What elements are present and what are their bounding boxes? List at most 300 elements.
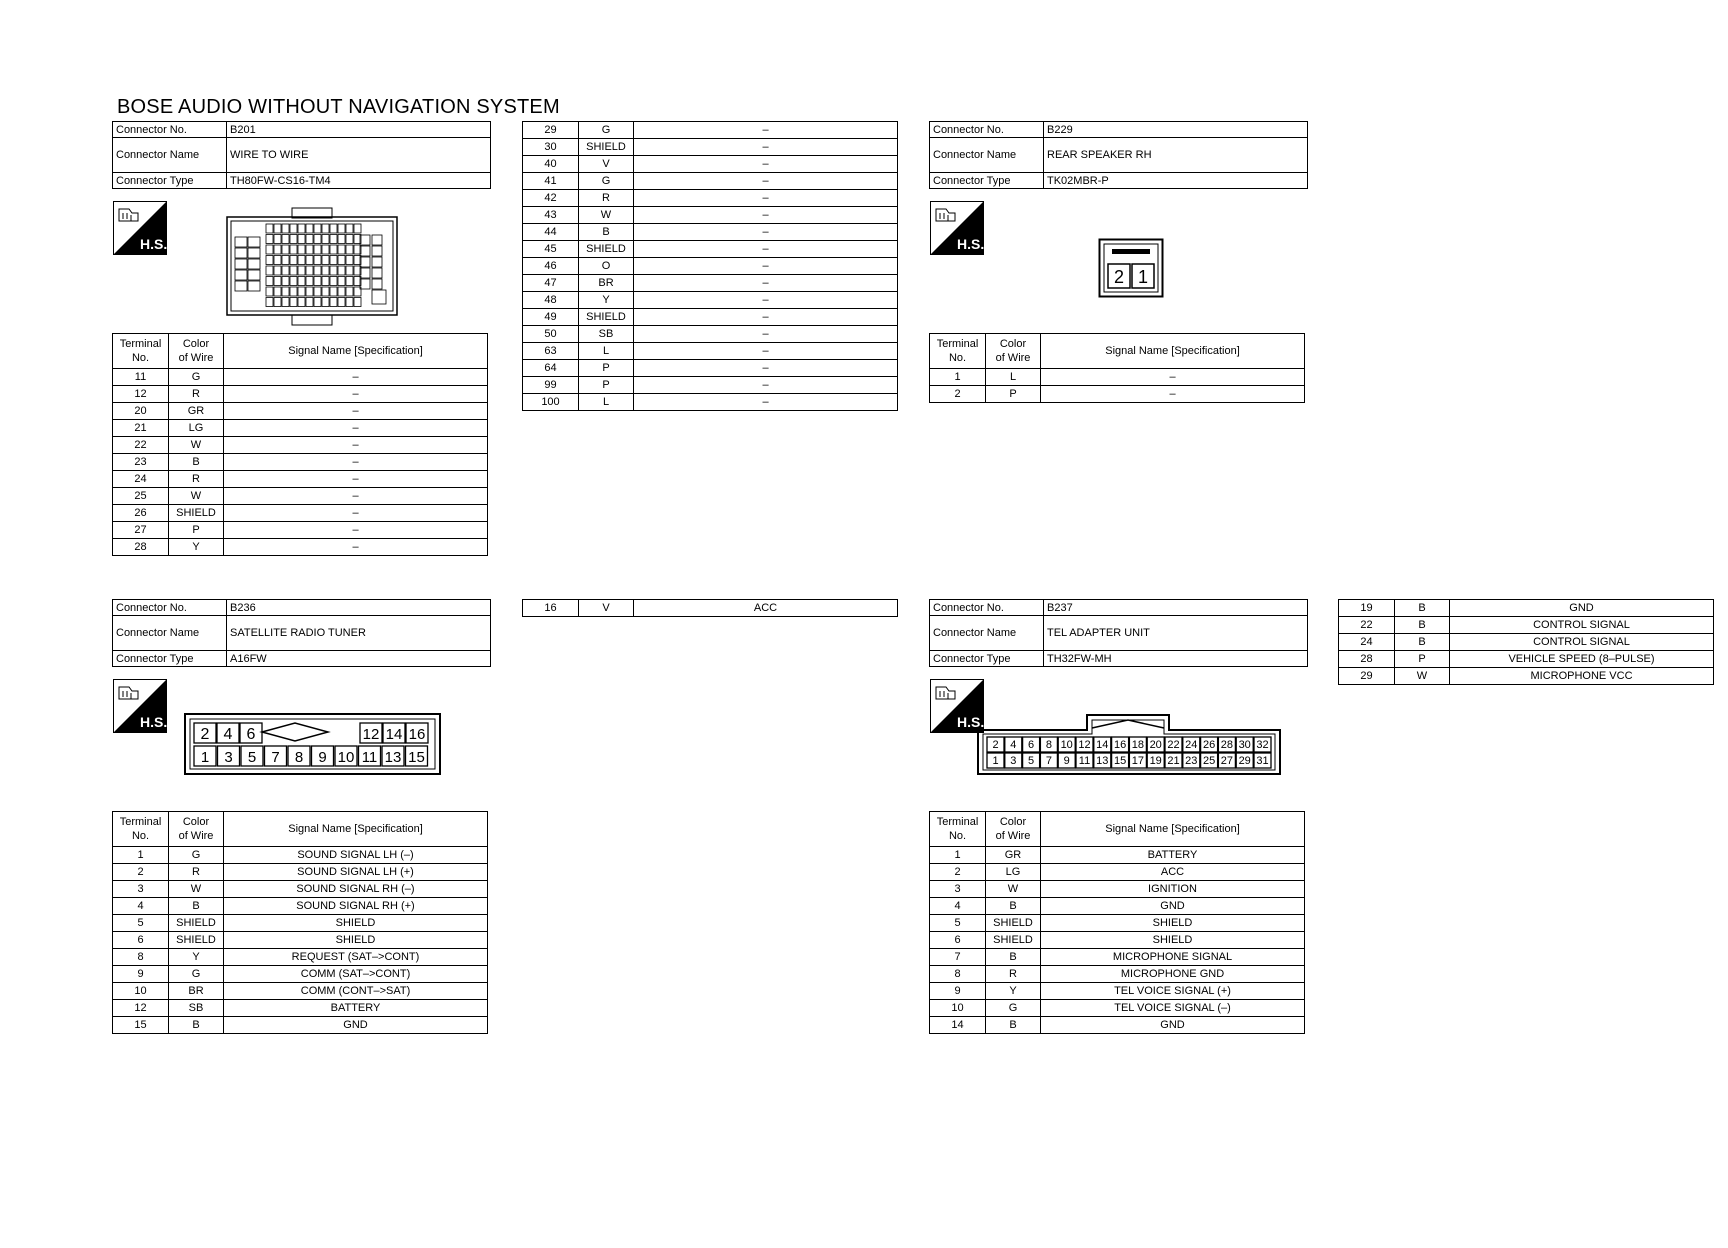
wire-color: B: [169, 898, 224, 915]
terminal-no: 22: [1339, 617, 1395, 634]
terminal-no: 27: [113, 522, 169, 539]
pin-cavity: [372, 246, 382, 256]
wire-color: V: [579, 600, 634, 617]
pin-label: 1: [1137, 267, 1149, 287]
signal-name: IGNITION: [1041, 881, 1305, 898]
terminal-no: 28: [1339, 651, 1395, 668]
pin-cavity: [235, 281, 247, 291]
page-title: BOSE AUDIO WITHOUT NAVIGATION SYSTEM: [117, 96, 560, 118]
pin-label: 17: [1131, 755, 1145, 767]
pin-cavity: [322, 266, 329, 275]
pin-cavity: [248, 270, 260, 280]
pin-label: 13: [384, 749, 402, 766]
pin-label: 6: [1028, 739, 1035, 751]
pin-cavity: [248, 237, 260, 247]
table-row: [523, 309, 898, 326]
terminal-no: 6: [113, 932, 169, 949]
pin-cavity: [330, 287, 337, 296]
table-row: [523, 275, 898, 292]
signal-name: SHIELD: [1041, 932, 1305, 949]
harness-side-icon: [113, 201, 167, 255]
signal-name: VEHICLE SPEED (8–PULSE): [1450, 651, 1714, 668]
pin-label: 16: [1113, 739, 1127, 751]
wire-color: GR: [986, 847, 1041, 864]
pin-label: 32: [1256, 739, 1269, 751]
table-row: [113, 915, 488, 932]
pin-cavity: [314, 298, 321, 307]
color-of-wire-header: Color of Wire: [169, 334, 224, 369]
wire-color: SB: [169, 1000, 224, 1017]
terminal-no: 21: [113, 420, 169, 437]
wire-color: Y: [986, 983, 1041, 1000]
connector-name-label: Connector Name: [930, 138, 1044, 173]
signal-name: –: [224, 420, 488, 437]
signal-name: ACC: [1041, 864, 1305, 881]
hs-label: H.S.: [957, 714, 984, 730]
wire-color: SHIELD: [579, 309, 634, 326]
signal-name: GND: [224, 1017, 488, 1034]
pin-label: 10: [337, 749, 355, 766]
pin-cavity: [330, 277, 337, 286]
signal-name: –: [634, 326, 898, 343]
pin-label: 31: [1256, 755, 1269, 767]
pin-cavity: [266, 298, 273, 307]
pin-cavity: [322, 256, 329, 265]
pin-cavity: [306, 298, 313, 307]
pin-cavity: [248, 259, 260, 269]
wire-color: L: [579, 343, 634, 360]
table-row: [523, 241, 898, 258]
pin-cavity: [282, 224, 289, 233]
terminal-no: 12: [113, 386, 169, 403]
pin-cavity: [338, 235, 345, 244]
table-row: [523, 258, 898, 275]
table-row: [523, 122, 898, 139]
terminal-no: 1: [113, 847, 169, 864]
pin-cavity: [322, 287, 329, 296]
table-row: [930, 847, 1305, 864]
wire-color: B: [169, 454, 224, 471]
hs-label: H.S.: [140, 236, 167, 252]
table-row: [523, 190, 898, 207]
connector-no-label: Connector No.: [930, 122, 1044, 138]
pin-cavity: [306, 245, 313, 254]
wire-color: B: [1395, 600, 1450, 617]
table-row: [113, 522, 488, 539]
wire-color: G: [579, 122, 634, 139]
wire-color: L: [986, 369, 1041, 386]
terminal-no: 9: [113, 966, 169, 983]
pin-label: 29: [1238, 755, 1251, 767]
pin-label: 4: [223, 726, 233, 743]
pin-cavity: [338, 266, 345, 275]
pin-label: 14: [1096, 739, 1109, 751]
wire-color: SHIELD: [579, 241, 634, 258]
pin-cavity: [282, 245, 289, 254]
table-row: [113, 898, 488, 915]
b201-terminal-table: [112, 333, 488, 556]
pin-cavity: [282, 256, 289, 265]
table-row: [113, 1017, 488, 1034]
table-row: [930, 932, 1305, 949]
pin-cavity: [235, 248, 247, 258]
pin-label: 11: [361, 749, 378, 766]
table-row: [930, 864, 1305, 881]
pin-label: 10: [1060, 739, 1073, 751]
pin-cavity: [248, 248, 260, 258]
table-row: [113, 488, 488, 505]
pin-cavity: [306, 224, 313, 233]
pin-cavity: [298, 235, 305, 244]
pin-cavity: [274, 287, 281, 296]
pin-label: 24: [1185, 739, 1198, 751]
terminal-no: 49: [523, 309, 579, 326]
pin-label: 3: [224, 749, 233, 766]
wire-color: W: [579, 207, 634, 224]
harness-side-icon: [930, 679, 984, 733]
pin-cavity: [290, 256, 297, 265]
table-row: [113, 847, 488, 864]
signal-name: BATTERY: [1041, 847, 1305, 864]
pin-label: 13: [1096, 755, 1109, 767]
pin-label: 12: [1078, 739, 1091, 751]
wire-color: G: [169, 369, 224, 386]
pin-cavity: [266, 224, 273, 233]
signal-name: MICROPHONE GND: [1041, 966, 1305, 983]
table-row: [113, 403, 488, 420]
pin-cavity: [314, 245, 321, 254]
signal-name: CONTROL SIGNAL: [1450, 634, 1714, 651]
terminal-no: 3: [113, 881, 169, 898]
b236-terminal-table-cont: [522, 599, 898, 617]
pin-cavity: [274, 245, 281, 254]
table-row: [523, 139, 898, 156]
signal-name: –: [634, 360, 898, 377]
table-row: [113, 881, 488, 898]
signal-name: SOUND SIGNAL RH (–): [224, 881, 488, 898]
table-row: [113, 420, 488, 437]
table-header-row: [930, 334, 1305, 369]
pin-label: 18: [1131, 739, 1145, 751]
table-row: [113, 505, 488, 522]
terminal-no: 100: [523, 394, 579, 411]
signal-name: MICROPHONE SIGNAL: [1041, 949, 1305, 966]
pin-label: 15: [408, 749, 425, 766]
signal-name: –: [224, 522, 488, 539]
wire-color: P: [579, 377, 634, 394]
color-of-wire-header: Color of Wire: [169, 812, 224, 847]
table-row: [113, 1000, 488, 1017]
table-row: [1339, 668, 1714, 685]
color-of-wire-header: Color of Wire: [986, 334, 1041, 369]
pin-label: 26: [1202, 739, 1216, 751]
pin-cavity: [360, 279, 370, 289]
wire-color: SHIELD: [986, 932, 1041, 949]
signal-name: –: [634, 394, 898, 411]
table-row: [523, 156, 898, 173]
terminal-no: 10: [930, 1000, 986, 1017]
pin-label: 9: [318, 749, 327, 766]
terminal-no: 10: [113, 983, 169, 1000]
signal-name: –: [224, 437, 488, 454]
pin-label: 1: [992, 755, 999, 767]
pin-cavity: [314, 266, 321, 275]
b201-connector-face: [226, 207, 398, 326]
wire-color: R: [169, 471, 224, 488]
terminal-no: 23: [113, 454, 169, 471]
signal-name: –: [634, 292, 898, 309]
terminal-no: 43: [523, 207, 579, 224]
terminal-no: 9: [930, 983, 986, 1000]
table-row: [523, 207, 898, 224]
wire-color: B: [579, 224, 634, 241]
pin-label: 23: [1185, 755, 1198, 767]
terminal-no: 64: [523, 360, 579, 377]
pin-cavity: [322, 298, 329, 307]
pin-cavity: [360, 246, 370, 256]
wire-color: SB: [579, 326, 634, 343]
b201-terminal-table-cont: [522, 121, 898, 411]
wire-color: B: [1395, 634, 1450, 651]
pin-cavity: [338, 245, 345, 254]
pin-cavity: [248, 281, 260, 291]
pin-cavity: [330, 235, 337, 244]
signal-name: TEL VOICE SIGNAL (–): [1041, 1000, 1305, 1017]
terminal-no: 50: [523, 326, 579, 343]
signal-name: ACC: [634, 600, 898, 617]
terminal-no: 26: [113, 505, 169, 522]
pin-label: 6: [246, 726, 256, 743]
terminal-no: 24: [113, 471, 169, 488]
terminal-no: 99: [523, 377, 579, 394]
table-row: [930, 369, 1305, 386]
terminal-no-header: Terminal No.: [113, 812, 169, 847]
wire-color: G: [169, 847, 224, 864]
pin-label: 3: [1010, 755, 1017, 767]
pin-label: 2: [992, 739, 999, 751]
terminal-no: 4: [930, 898, 986, 915]
signal-name: –: [1041, 369, 1305, 386]
wire-color: SHIELD: [169, 932, 224, 949]
terminal-no: 20: [113, 403, 169, 420]
connector-type-label: Connector Type: [113, 173, 227, 189]
pin-cavity: [346, 224, 353, 233]
signal-name: MICROPHONE VCC: [1450, 668, 1714, 685]
wire-color: P: [169, 522, 224, 539]
pin-cavity: [298, 266, 305, 275]
pin-cavity: [298, 287, 305, 296]
pin-cavity: [235, 237, 247, 247]
terminal-no: 29: [523, 122, 579, 139]
pin-label: 2: [200, 726, 210, 743]
pin-cavity: [298, 298, 305, 307]
b236-header: [112, 599, 491, 667]
pin-cavity: [354, 224, 361, 233]
signal-name: GND: [1041, 1017, 1305, 1034]
hs-label: H.S.: [140, 714, 167, 730]
wire-color: W: [1395, 668, 1450, 685]
table-row: [523, 360, 898, 377]
terminal-no: 29: [1339, 668, 1395, 685]
wire-color: BR: [579, 275, 634, 292]
pin-cavity: [298, 224, 305, 233]
signal-name: SHIELD: [1041, 915, 1305, 932]
pin-label: 20: [1149, 739, 1162, 751]
pin-cavity: [360, 235, 370, 245]
table-row: [523, 377, 898, 394]
signal-name: CONTROL SIGNAL: [1450, 617, 1714, 634]
pin-cavity: [282, 287, 289, 296]
terminal-no: 28: [113, 539, 169, 556]
signal-name: –: [634, 207, 898, 224]
pin-cavity: [314, 277, 321, 286]
wire-color: W: [169, 437, 224, 454]
b236-no: B236: [227, 600, 491, 616]
table-row: [523, 600, 898, 617]
signal-name-header: Signal Name [Specification]: [224, 334, 488, 369]
b237-terminal-table-cont: [1338, 599, 1714, 685]
table-row: [113, 539, 488, 556]
connector-name-label: Connector Name: [113, 616, 227, 651]
signal-name: SHIELD: [224, 932, 488, 949]
terminal-no: 1: [930, 847, 986, 864]
terminal-no: 46: [523, 258, 579, 275]
table-row: [930, 898, 1305, 915]
wire-color: B: [986, 898, 1041, 915]
signal-name: COMM (CONT–>SAT): [224, 983, 488, 1000]
pin-label: 2: [1113, 267, 1125, 287]
pin-cavity: [314, 224, 321, 233]
wire-color: LG: [986, 864, 1041, 881]
wire-color: GR: [169, 403, 224, 420]
signal-name: –: [634, 241, 898, 258]
signal-name: –: [224, 488, 488, 505]
pin-cavity: [266, 287, 273, 296]
pin-cavity: [314, 235, 321, 244]
table-row: [1339, 634, 1714, 651]
terminal-no: 7: [930, 949, 986, 966]
signal-name: –: [634, 309, 898, 326]
terminal-no: 5: [113, 915, 169, 932]
b237-type: TH32FW-MH: [1044, 651, 1308, 667]
pin-label: 14: [385, 726, 403, 743]
pin-cavity: [282, 266, 289, 275]
connector-type-label: Connector Type: [113, 651, 227, 667]
pin-label: 15: [1113, 755, 1127, 767]
terminal-no: 11: [113, 369, 169, 386]
b229-header: [929, 121, 1308, 189]
b236-connector-face: [184, 713, 441, 775]
terminal-no: 2: [930, 386, 986, 403]
wire-color: R: [579, 190, 634, 207]
pin-cavity: [322, 235, 329, 244]
wire-color: P: [986, 386, 1041, 403]
b229-connector-face: [1098, 238, 1164, 298]
pin-cavity: [298, 245, 305, 254]
wire-color: W: [986, 881, 1041, 898]
pin-label: 19: [1149, 755, 1162, 767]
pin-cavity: [290, 245, 297, 254]
pin-cavity: [266, 256, 273, 265]
signal-name-header: Signal Name [Specification]: [1041, 812, 1305, 847]
signal-name: –: [224, 471, 488, 488]
table-row: [930, 949, 1305, 966]
table-row: [113, 983, 488, 1000]
b229-no: B229: [1044, 122, 1308, 138]
table-row: [1339, 600, 1714, 617]
harness-side-icon: [930, 201, 984, 255]
pin-cavity: [290, 287, 297, 296]
table-row: [113, 454, 488, 471]
pin-cavity: [338, 287, 345, 296]
signal-name: –: [634, 258, 898, 275]
terminal-no: 4: [113, 898, 169, 915]
pin-cavity: [282, 235, 289, 244]
pin-cavity: [346, 277, 353, 286]
pin-label: 22: [1167, 739, 1180, 751]
pin-cavity: [346, 245, 353, 254]
pin-cavity: [306, 277, 313, 286]
pin-cavity: [346, 235, 353, 244]
terminal-no: 15: [113, 1017, 169, 1034]
signal-name: –: [634, 190, 898, 207]
wire-color: G: [579, 173, 634, 190]
signal-name: –: [634, 275, 898, 292]
terminal-no: 25: [113, 488, 169, 505]
pin-cavity: [372, 279, 382, 289]
wire-color: P: [579, 360, 634, 377]
table-row: [930, 915, 1305, 932]
pin-label: 1: [200, 749, 210, 766]
b236-terminal-table: [112, 811, 488, 1034]
table-row: [523, 343, 898, 360]
terminal-no: 5: [930, 915, 986, 932]
pin-cavity: [360, 257, 370, 267]
signal-name: –: [224, 505, 488, 522]
pin-cavity: [338, 224, 345, 233]
pin-label: 7: [271, 749, 280, 766]
table-row: [523, 224, 898, 241]
pin-label: 12: [362, 726, 380, 743]
terminal-no-header: Terminal No.: [930, 334, 986, 369]
table-row: [523, 326, 898, 343]
pin-cavity: [372, 257, 382, 267]
signal-name: –: [224, 403, 488, 420]
wire-color: P: [1395, 651, 1450, 668]
pin-label: 16: [408, 726, 426, 743]
wire-color: V: [579, 156, 634, 173]
pin-cavity: [346, 266, 353, 275]
pin-cavity: [330, 266, 337, 275]
table-row: [523, 394, 898, 411]
pin-label: 27: [1220, 755, 1234, 767]
signal-name: –: [634, 377, 898, 394]
pin-cavity: [330, 245, 337, 254]
pin-label: 25: [1202, 755, 1216, 767]
table-row: [930, 881, 1305, 898]
pin-cavity: [372, 290, 386, 304]
wire-color: R: [169, 864, 224, 881]
terminal-no: 30: [523, 139, 579, 156]
connector-no-label: Connector No.: [113, 600, 227, 616]
wire-color: L: [579, 394, 634, 411]
pin-cavity: [346, 256, 353, 265]
pin-cavity: [306, 287, 313, 296]
pin-cavity: [290, 298, 297, 307]
signal-name: –: [1041, 386, 1305, 403]
terminal-no: 24: [1339, 634, 1395, 651]
table-row: [1339, 651, 1714, 668]
